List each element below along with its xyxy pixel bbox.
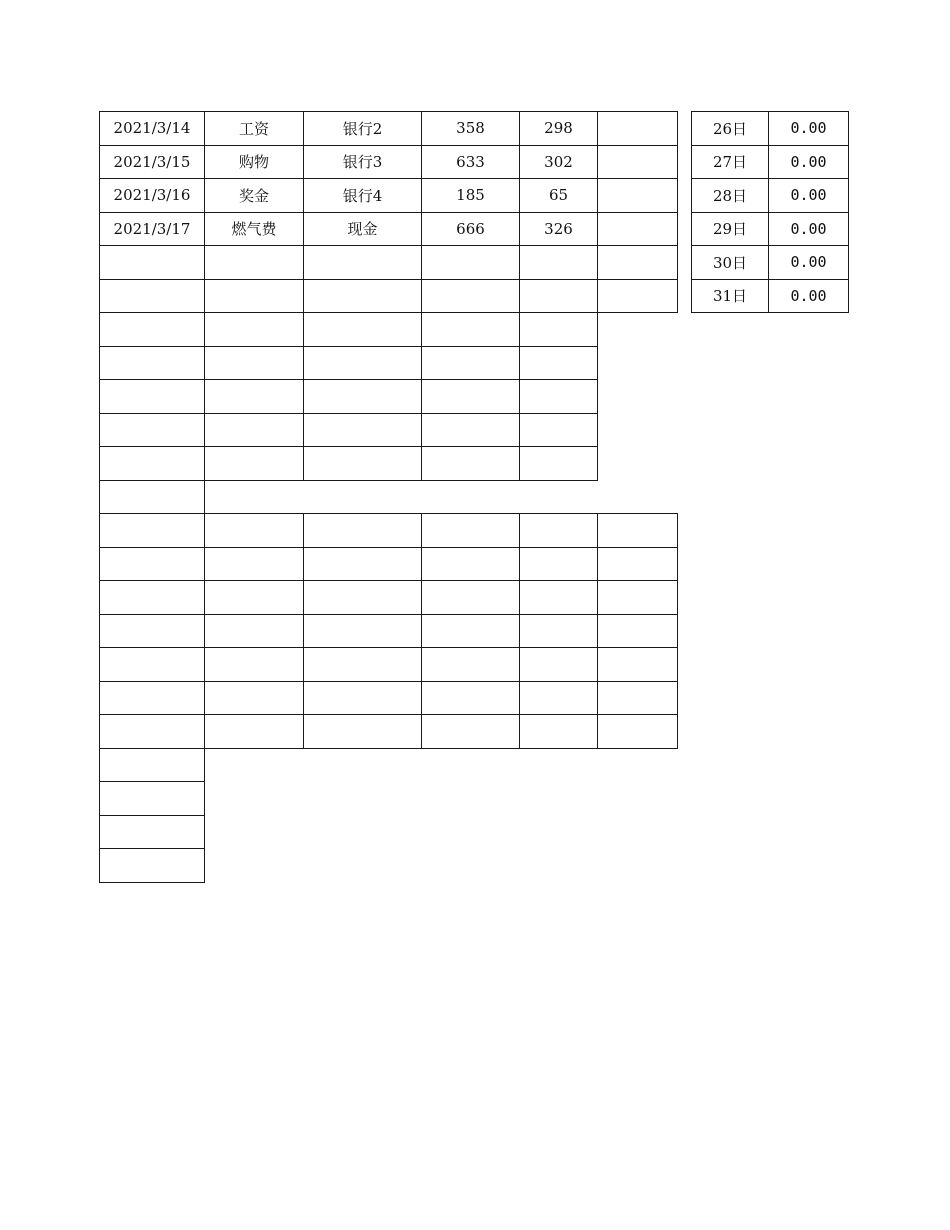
value-cell[interactable]: 0.00 xyxy=(769,179,849,213)
blank-space xyxy=(598,748,678,782)
amount1-cell[interactable]: 633 xyxy=(422,145,520,179)
extra-cell[interactable] xyxy=(598,212,678,246)
amount1-cell[interactable]: 666 xyxy=(422,212,520,246)
empty-cell[interactable] xyxy=(422,346,520,380)
extra-cell[interactable] xyxy=(598,112,678,146)
account-cell[interactable]: 银行2 xyxy=(304,112,422,146)
account-cell[interactable]: 现金 xyxy=(304,212,422,246)
empty-cell[interactable] xyxy=(520,346,598,380)
empty-cell[interactable] xyxy=(100,380,205,414)
empty-cell[interactable] xyxy=(520,547,598,581)
blank-space xyxy=(598,782,678,816)
empty-cell[interactable] xyxy=(205,648,304,682)
table-row xyxy=(100,715,678,749)
blank-space xyxy=(304,782,422,816)
empty-cell[interactable] xyxy=(304,413,422,447)
category-cell[interactable]: 工资 xyxy=(205,112,304,146)
blank-space xyxy=(520,815,598,849)
date-cell[interactable]: 2021/3/14 xyxy=(100,112,205,146)
extra-cell[interactable] xyxy=(598,145,678,179)
empty-cell[interactable] xyxy=(205,514,304,548)
empty-cell[interactable] xyxy=(205,581,304,615)
table-row xyxy=(100,748,678,782)
empty-cell[interactable] xyxy=(520,447,598,481)
empty-cell[interactable] xyxy=(422,447,520,481)
extra-cell[interactable] xyxy=(598,179,678,213)
table-row xyxy=(100,782,678,816)
date-cell[interactable]: 2021/3/16 xyxy=(100,179,205,213)
empty-cell[interactable] xyxy=(520,681,598,715)
account-cell[interactable]: 银行4 xyxy=(304,179,422,213)
blank-space xyxy=(422,849,520,883)
amount2-cell[interactable]: 65 xyxy=(520,179,598,213)
table-row xyxy=(100,313,678,347)
empty-cell[interactable] xyxy=(422,614,520,648)
table-row xyxy=(100,212,678,246)
blank-space xyxy=(205,480,304,514)
table-row xyxy=(100,815,678,849)
blank-space xyxy=(205,782,304,816)
empty-cell[interactable] xyxy=(422,648,520,682)
amount1-cell[interactable]: 185 xyxy=(422,179,520,213)
empty-cell[interactable] xyxy=(100,514,205,548)
empty-cell[interactable] xyxy=(100,279,205,313)
empty-cell[interactable] xyxy=(100,748,205,782)
empty-cell[interactable] xyxy=(422,547,520,581)
empty-cell[interactable] xyxy=(100,681,205,715)
empty-cell[interactable] xyxy=(598,547,678,581)
empty-cell[interactable] xyxy=(100,246,205,280)
value-cell[interactable]: 0.00 xyxy=(769,145,849,179)
blank-space xyxy=(304,480,422,514)
empty-cell[interactable] xyxy=(205,681,304,715)
empty-cell[interactable] xyxy=(100,782,205,816)
empty-cell[interactable] xyxy=(100,313,205,347)
blank-space xyxy=(520,849,598,883)
empty-cell[interactable] xyxy=(100,815,205,849)
blank-space xyxy=(422,748,520,782)
blank-space xyxy=(520,782,598,816)
empty-cell[interactable] xyxy=(598,648,678,682)
blank-space xyxy=(205,748,304,782)
blank-space xyxy=(205,815,304,849)
empty-cell[interactable] xyxy=(205,279,304,313)
blank-space xyxy=(598,413,678,447)
blank-space xyxy=(422,815,520,849)
empty-cell[interactable] xyxy=(520,380,598,414)
blank-space xyxy=(598,815,678,849)
empty-cell[interactable] xyxy=(520,246,598,280)
empty-cell[interactable] xyxy=(598,581,678,615)
table-row xyxy=(692,279,849,313)
empty-cell[interactable] xyxy=(304,581,422,615)
blank-space xyxy=(598,480,678,514)
empty-cell[interactable] xyxy=(598,681,678,715)
empty-cell[interactable] xyxy=(304,514,422,548)
date-cell[interactable]: 2021/3/15 xyxy=(100,145,205,179)
empty-cell[interactable] xyxy=(304,648,422,682)
table-row xyxy=(100,346,678,380)
empty-cell[interactable] xyxy=(304,246,422,280)
day-cell[interactable]: 31日 xyxy=(692,279,769,313)
table-row xyxy=(692,145,849,179)
table-row xyxy=(100,145,678,179)
table-row xyxy=(100,413,678,447)
empty-cell[interactable] xyxy=(100,413,205,447)
empty-cell[interactable] xyxy=(520,313,598,347)
day-cell[interactable]: 28日 xyxy=(692,179,769,213)
empty-cell[interactable] xyxy=(100,447,205,481)
table-row xyxy=(100,447,678,481)
blank-space xyxy=(304,748,422,782)
empty-cell[interactable] xyxy=(422,246,520,280)
table-row xyxy=(692,212,849,246)
empty-cell[interactable] xyxy=(520,648,598,682)
value-cell[interactable]: 0.00 xyxy=(769,246,849,280)
date-cell[interactable]: 2021/3/17 xyxy=(100,212,205,246)
empty-cell[interactable] xyxy=(205,346,304,380)
empty-cell[interactable] xyxy=(422,681,520,715)
empty-cell[interactable] xyxy=(598,279,678,313)
empty-cell[interactable] xyxy=(100,849,205,883)
empty-cell[interactable] xyxy=(598,614,678,648)
table-row xyxy=(100,279,678,313)
table-row xyxy=(100,849,678,883)
category-cell[interactable]: 燃气费 xyxy=(205,212,304,246)
empty-cell[interactable] xyxy=(422,715,520,749)
empty-cell[interactable] xyxy=(304,614,422,648)
empty-cell[interactable] xyxy=(422,413,520,447)
empty-cell[interactable] xyxy=(304,313,422,347)
empty-cell[interactable] xyxy=(520,514,598,548)
empty-cell[interactable] xyxy=(304,547,422,581)
empty-cell[interactable] xyxy=(598,715,678,749)
table-row xyxy=(100,547,678,581)
day-cell[interactable]: 29日 xyxy=(692,212,769,246)
table-row xyxy=(100,648,678,682)
blank-space xyxy=(422,480,520,514)
blank-space xyxy=(520,748,598,782)
amount2-cell[interactable]: 302 xyxy=(520,145,598,179)
blank-space xyxy=(598,380,678,414)
empty-cell[interactable] xyxy=(304,279,422,313)
empty-cell[interactable] xyxy=(598,246,678,280)
empty-cell[interactable] xyxy=(100,614,205,648)
empty-cell[interactable] xyxy=(100,480,205,514)
daily-summary-table xyxy=(691,111,849,313)
empty-cell[interactable] xyxy=(520,413,598,447)
table-row xyxy=(692,179,849,213)
empty-cell[interactable] xyxy=(205,547,304,581)
empty-cell[interactable] xyxy=(205,380,304,414)
table-row xyxy=(100,112,678,146)
table-row xyxy=(100,246,678,280)
value-cell[interactable]: 0.00 xyxy=(769,279,849,313)
table-row xyxy=(100,581,678,615)
empty-cell[interactable] xyxy=(100,346,205,380)
empty-cell[interactable] xyxy=(304,346,422,380)
day-cell[interactable]: 26日 xyxy=(692,112,769,146)
table-row xyxy=(100,614,678,648)
table-row xyxy=(692,246,849,280)
value-cell[interactable]: 0.00 xyxy=(769,212,849,246)
day-cell[interactable]: 27日 xyxy=(692,145,769,179)
category-cell[interactable]: 购物 xyxy=(205,145,304,179)
table-row xyxy=(100,380,678,414)
table-row xyxy=(100,514,678,548)
ledger-table xyxy=(99,111,678,883)
account-cell[interactable]: 银行3 xyxy=(304,145,422,179)
empty-cell[interactable] xyxy=(205,246,304,280)
blank-space xyxy=(304,849,422,883)
blank-space xyxy=(598,849,678,883)
empty-cell[interactable] xyxy=(520,581,598,615)
empty-cell[interactable] xyxy=(205,313,304,347)
empty-cell[interactable] xyxy=(205,413,304,447)
empty-cell[interactable] xyxy=(205,614,304,648)
blank-space xyxy=(422,782,520,816)
blank-space xyxy=(205,849,304,883)
empty-cell[interactable] xyxy=(100,581,205,615)
empty-cell[interactable] xyxy=(422,514,520,548)
empty-cell[interactable] xyxy=(304,380,422,414)
blank-space xyxy=(598,447,678,481)
empty-cell[interactable] xyxy=(304,447,422,481)
amount2-cell[interactable]: 326 xyxy=(520,212,598,246)
empty-cell[interactable] xyxy=(422,581,520,615)
empty-cell[interactable] xyxy=(598,514,678,548)
empty-cell[interactable] xyxy=(422,279,520,313)
amount2-cell[interactable]: 298 xyxy=(520,112,598,146)
value-cell[interactable]: 0.00 xyxy=(769,112,849,146)
table-row xyxy=(692,112,849,146)
table-row xyxy=(100,480,678,514)
blank-space xyxy=(598,313,678,347)
empty-cell[interactable] xyxy=(520,279,598,313)
empty-cell[interactable] xyxy=(100,648,205,682)
empty-cell[interactable] xyxy=(304,715,422,749)
category-cell[interactable]: 奖金 xyxy=(205,179,304,213)
blank-space xyxy=(598,346,678,380)
empty-cell[interactable] xyxy=(100,715,205,749)
empty-cell[interactable] xyxy=(205,715,304,749)
empty-cell[interactable] xyxy=(520,614,598,648)
table-row xyxy=(100,681,678,715)
table-row xyxy=(100,179,678,213)
empty-cell[interactable] xyxy=(100,547,205,581)
blank-space xyxy=(304,815,422,849)
day-cell[interactable]: 30日 xyxy=(692,246,769,280)
empty-cell[interactable] xyxy=(520,715,598,749)
empty-cell[interactable] xyxy=(422,313,520,347)
empty-cell[interactable] xyxy=(304,681,422,715)
empty-cell[interactable] xyxy=(422,380,520,414)
empty-cell[interactable] xyxy=(205,447,304,481)
blank-space xyxy=(520,480,598,514)
amount1-cell[interactable]: 358 xyxy=(422,112,520,146)
